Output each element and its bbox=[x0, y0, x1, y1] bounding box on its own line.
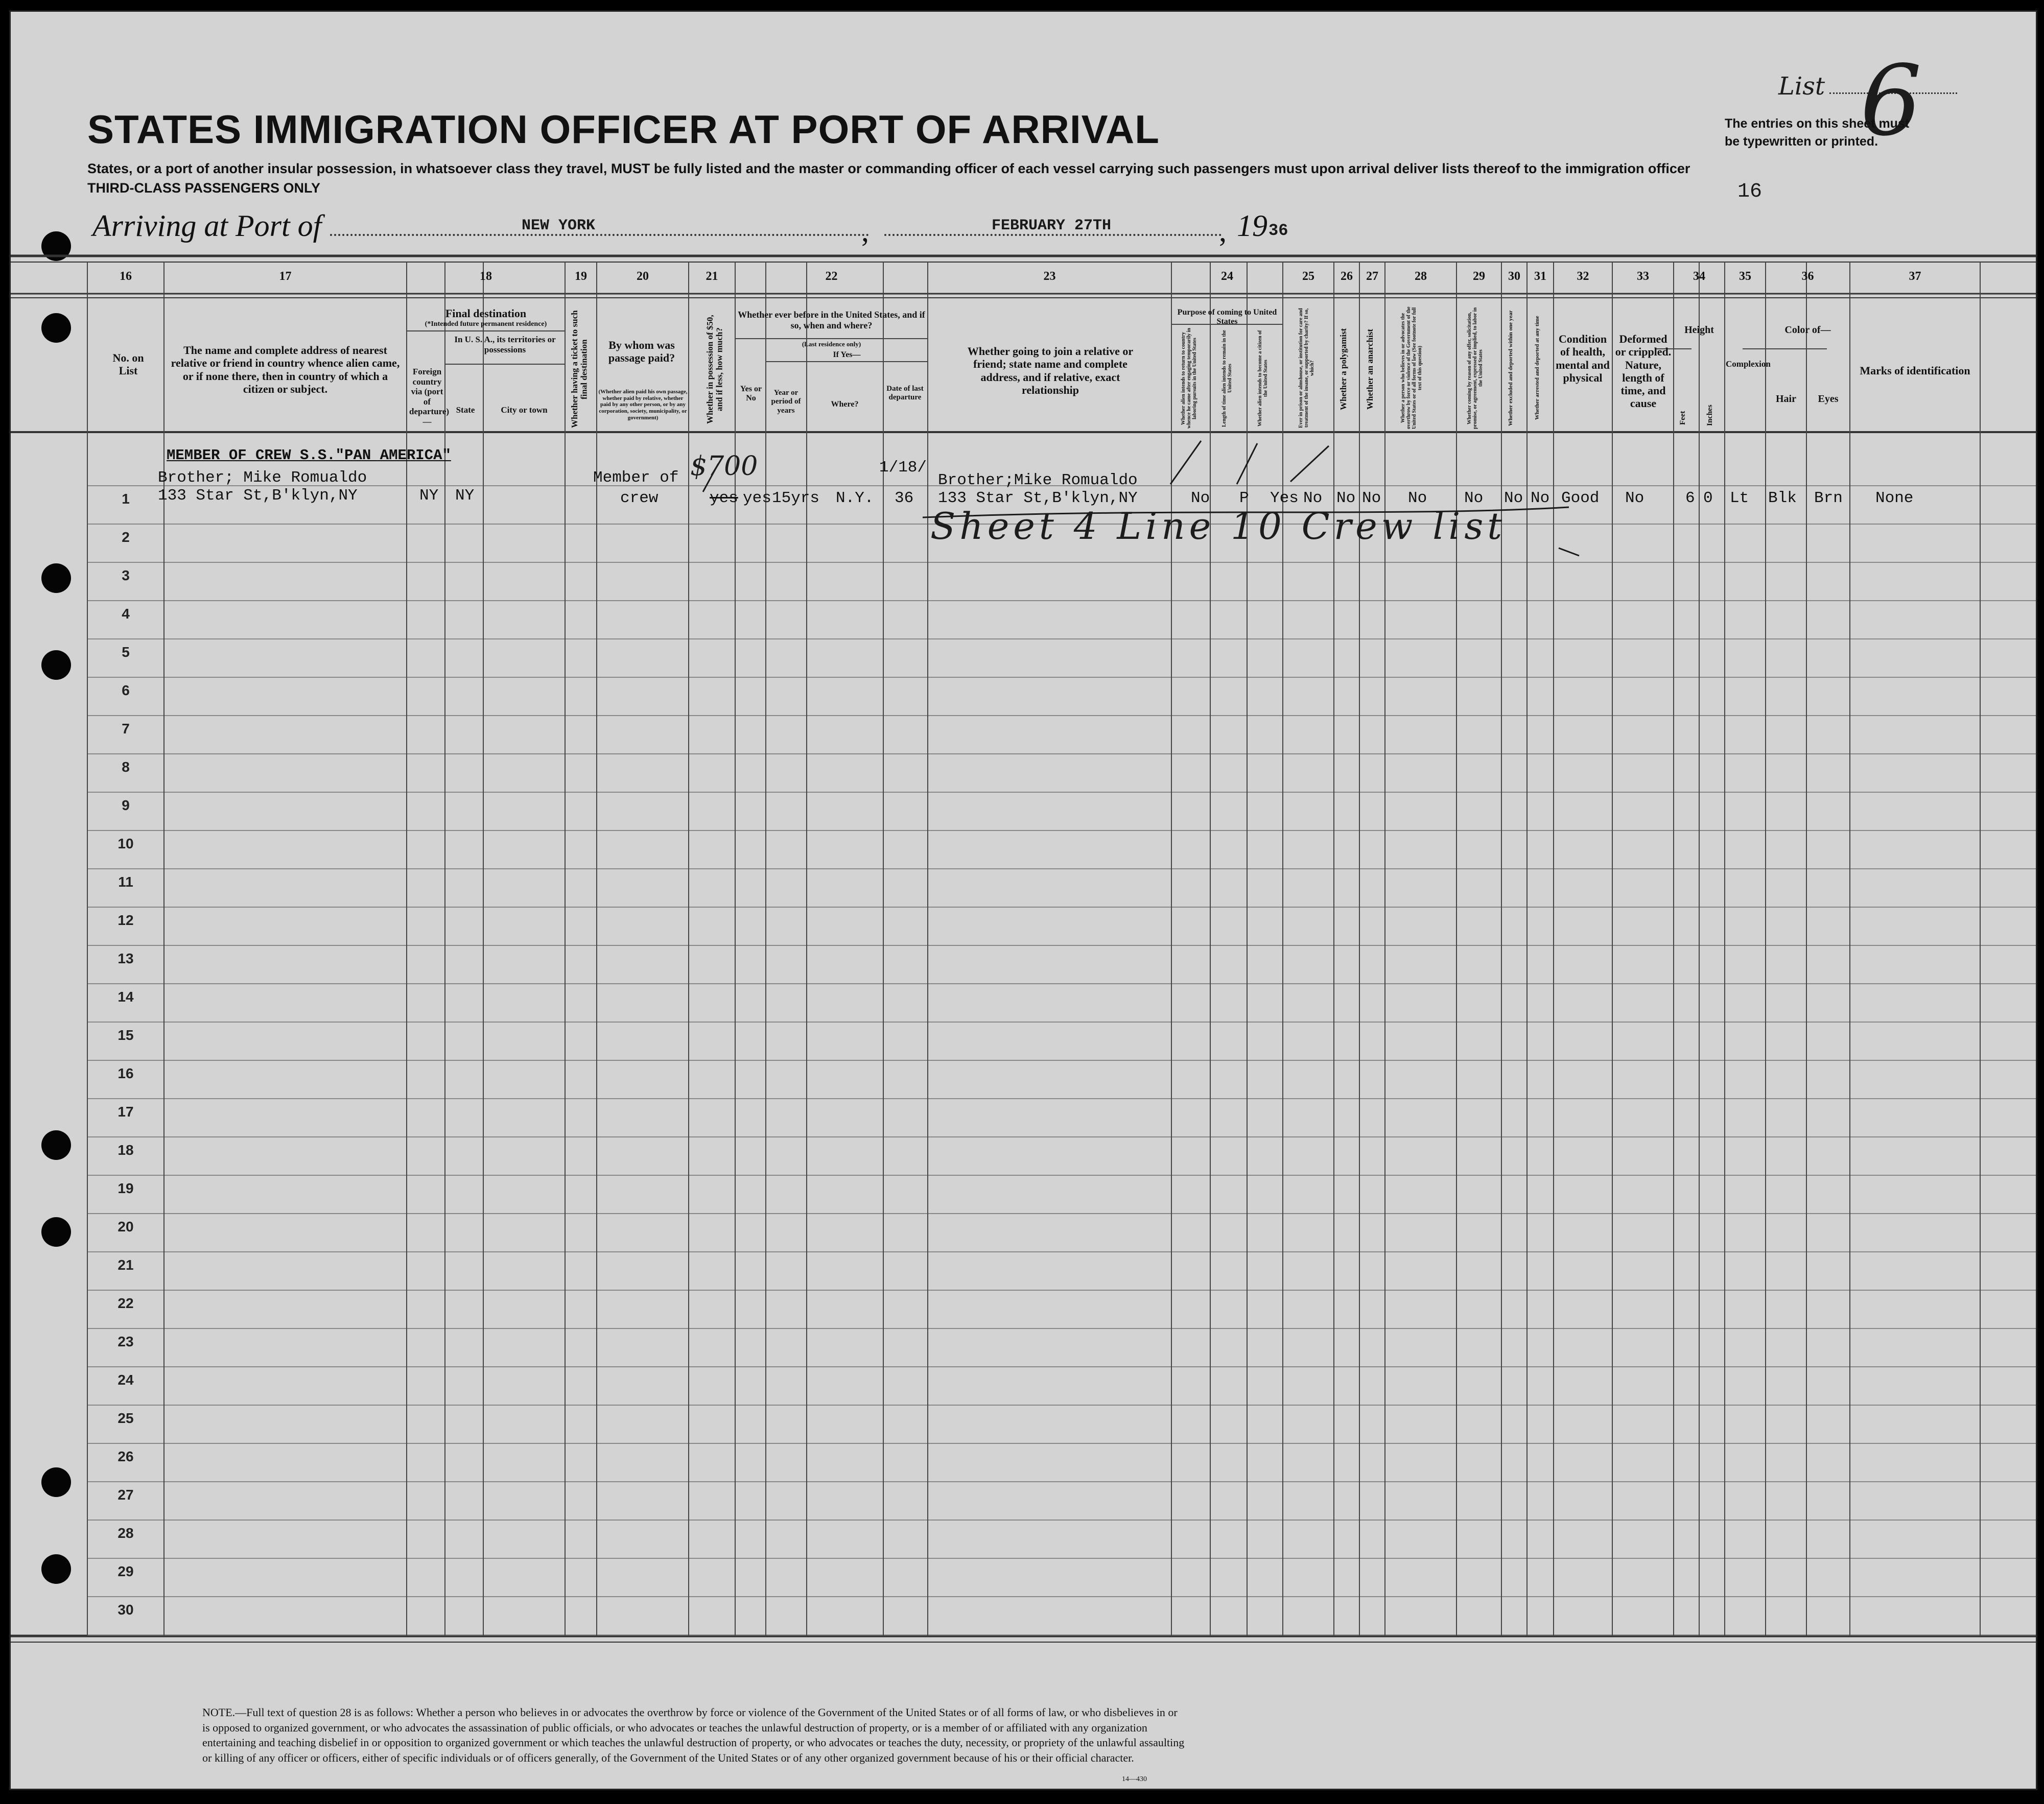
handwritten-note: Sheet 4 Line 10 Crew list bbox=[930, 505, 1507, 548]
entry-hair: Blk bbox=[1768, 489, 1797, 507]
col-num: 18 bbox=[480, 270, 492, 283]
entry-health: Good bbox=[1561, 489, 1600, 507]
comma: , bbox=[1219, 214, 1227, 248]
header-prison: Ever in prison or almshouse, or institution for care and treatment of the insane, or supported by charity? If so, which? bbox=[1298, 308, 1315, 428]
col-num: 25 bbox=[1302, 270, 1314, 283]
list-label: List bbox=[1778, 72, 1825, 101]
entry-feet: 6 bbox=[1685, 489, 1695, 507]
header-excluded: Whether excluded and deported within one year bbox=[1508, 310, 1514, 426]
col-num: 21 bbox=[706, 270, 718, 283]
entry-state: NY bbox=[455, 487, 475, 505]
col-num: 28 bbox=[1415, 270, 1427, 283]
entry-date-departure-2: 36 bbox=[895, 489, 914, 507]
row-number: 14 bbox=[118, 989, 134, 1005]
header-eyes: Eyes bbox=[1818, 393, 1839, 405]
row-number: 1 bbox=[122, 491, 130, 507]
row-number: 5 bbox=[122, 644, 130, 660]
header-health: Condition of health, mental and physical bbox=[1556, 333, 1610, 384]
header-offer: Whether coming by reason of any offer, solicitation, promise, or agreement, expressed or implied, to labor in the United States bbox=[1467, 307, 1484, 429]
header-inches: Inches bbox=[1706, 405, 1714, 426]
entry-date-departure-1: 1/18/ bbox=[879, 459, 927, 477]
header-height: Height bbox=[1684, 324, 1714, 336]
header-purpose: Purpose of coming to United States bbox=[1177, 308, 1277, 326]
entry-join-name: Brother;Mike Romualdo bbox=[938, 471, 1138, 489]
entry-where: N.Y. bbox=[836, 489, 874, 507]
entry-deformed: No bbox=[1625, 489, 1644, 507]
form-number: 14—430 bbox=[1122, 1775, 1147, 1783]
entries-note: be typewritten or printed. bbox=[1725, 134, 1878, 149]
header-passage-note: (Whether alien paid his own passage, whether paid by relative, whether paid by any other person, or by any corporation, society, municipality, or government) bbox=[598, 389, 688, 421]
header-where: Where? bbox=[831, 400, 859, 409]
entry-foreign-country: NY bbox=[419, 487, 439, 505]
col-num: 36 bbox=[1801, 270, 1814, 283]
header-ever-before-note: (Last residence only) bbox=[802, 340, 861, 348]
entry-polygamist: No bbox=[1336, 489, 1356, 507]
header-deformed: Deformed or crippled. Nature, length of time, and cause bbox=[1615, 333, 1672, 410]
col-num: 16 bbox=[120, 270, 132, 283]
header-feet: Feet bbox=[1679, 411, 1687, 425]
row-number: 25 bbox=[118, 1410, 134, 1426]
col-num: 22 bbox=[825, 270, 838, 283]
header-ever-before: Whether ever before in the United States, and if so, when and where? bbox=[738, 310, 925, 330]
arriving-label: Arriving at Port of bbox=[92, 209, 322, 243]
header-color-of: Color of— bbox=[1784, 324, 1831, 336]
col-num: 32 bbox=[1577, 270, 1589, 283]
header-anarchist: Whether an anarchist bbox=[1365, 328, 1375, 410]
col-num: 17 bbox=[279, 270, 292, 283]
entry-complexion: Lt bbox=[1730, 489, 1749, 507]
header-city: City or town bbox=[501, 405, 548, 415]
entry-excluded: No bbox=[1504, 489, 1523, 507]
col-num: 30 bbox=[1508, 270, 1520, 283]
col-num: 29 bbox=[1473, 270, 1485, 283]
entry-arrested: No bbox=[1531, 489, 1550, 507]
year-prefix: 19 bbox=[1237, 209, 1267, 243]
header-join-relative: Whether going to join a relative or friend; state name and complete address, and if relative, exact relationship bbox=[967, 345, 1134, 396]
header-passage: By whom was passage paid? bbox=[608, 339, 675, 365]
header-marks: Marks of identification bbox=[1860, 364, 1970, 377]
entry-relative-name: Brother; Mike Romualdo bbox=[158, 469, 367, 487]
col-num: 34 bbox=[1693, 270, 1705, 283]
header-final-destination-note: (*Intended future permanent residence) bbox=[425, 320, 547, 328]
row-number: 9 bbox=[122, 797, 130, 813]
header-no-on-list: No. on List bbox=[112, 351, 144, 377]
entry-length: P bbox=[1239, 489, 1249, 507]
row-number: 21 bbox=[118, 1257, 134, 1273]
header-polygamist: Whether a polygamist bbox=[1338, 328, 1348, 411]
entry-ticket-1: Member of bbox=[593, 469, 679, 487]
header-final-destination: Final destination bbox=[445, 307, 527, 320]
entry-return: No bbox=[1191, 489, 1210, 507]
row-number: 27 bbox=[118, 1487, 134, 1503]
row-number: 2 bbox=[122, 529, 130, 545]
page-title: STATES IMMIGRATION OFFICER AT PORT OF ARRIVAL bbox=[87, 107, 1160, 152]
row-number: 28 bbox=[118, 1525, 134, 1541]
instructions: States, or a port of another insular possession, in whatsoever class they travel, MUST be fully listed and the master or commanding officer of each vessel carrying such passengers must upon arrival deliver lists thereof to the immigration officer bbox=[87, 161, 1690, 176]
row-number: 19 bbox=[118, 1180, 134, 1196]
col-num: 19 bbox=[575, 270, 587, 283]
entry-ticket-2: crew bbox=[620, 489, 659, 507]
col-num: 35 bbox=[1739, 270, 1751, 283]
row-number: 4 bbox=[122, 606, 130, 622]
row-number: 29 bbox=[118, 1563, 134, 1579]
col-num: 26 bbox=[1341, 270, 1353, 283]
row-number: 26 bbox=[118, 1449, 134, 1464]
row-number: 22 bbox=[118, 1295, 134, 1311]
row-number: 30 bbox=[118, 1602, 134, 1618]
col-num: 37 bbox=[1909, 270, 1921, 283]
entry-inches: 0 bbox=[1703, 489, 1713, 507]
entry-prison: No bbox=[1303, 489, 1323, 507]
row-number: 17 bbox=[118, 1104, 134, 1120]
entry-anarchist: No bbox=[1362, 489, 1381, 507]
entry-citizen: Yes bbox=[1270, 489, 1299, 507]
entries-note: The entries on this sheet must bbox=[1725, 116, 1910, 131]
row-number: 18 bbox=[118, 1142, 134, 1158]
header-arrested: Whether arrested and deported at any time bbox=[1534, 316, 1540, 420]
row-number: 3 bbox=[122, 567, 130, 583]
row-number: 12 bbox=[118, 912, 134, 928]
comma: , bbox=[861, 214, 869, 248]
col-num: 27 bbox=[1366, 270, 1378, 283]
passenger-class: THIRD-CLASS PASSENGERS ONLY bbox=[87, 180, 321, 196]
manifest-sheet bbox=[9, 10, 2037, 1790]
entry-money: $700 bbox=[690, 451, 758, 482]
row-number: 24 bbox=[118, 1372, 134, 1388]
header-foreign-country: Foreign country via (port of departure)— bbox=[409, 367, 450, 426]
header-relative: The name and complete address of nearest relative or friend in country whence alien came, or if none there, then in country of which a citizen or subject. bbox=[171, 344, 400, 395]
header-if-yes: If Yes— bbox=[833, 350, 861, 359]
col-num: 31 bbox=[1534, 270, 1546, 283]
header-purpose-return: Whether alien intends to return to country whence he came after engaging temporarily in laboring pursuits in the United States bbox=[1181, 328, 1197, 429]
header-date-departure: Date of last departure bbox=[886, 385, 924, 402]
col-num: 33 bbox=[1637, 270, 1649, 283]
column-lines bbox=[87, 262, 1980, 1636]
header-overthrow: Whether a person who believes in or advocates the overthrow by force or violence of the Government of the United States or of all forms of law (See footnote for full text of this question) bbox=[1400, 306, 1423, 430]
col-num: 20 bbox=[637, 270, 649, 283]
header-ticket: Whether having a ticket to such final destination bbox=[570, 310, 589, 429]
entry-overthrow: No bbox=[1408, 489, 1427, 507]
port-value: NEW YORK bbox=[522, 217, 596, 234]
row-number: 23 bbox=[118, 1334, 134, 1349]
header-complexion: Complexion bbox=[1726, 359, 1771, 369]
list-number: 6 bbox=[1860, 44, 1922, 157]
crew-heading: MEMBER OF CREW S.S."PAN AMERICA" bbox=[167, 447, 451, 464]
header-purpose-length: Length of time alien intends to remain in the United States bbox=[1221, 330, 1233, 427]
entry-offer: No bbox=[1464, 489, 1484, 507]
row-lines bbox=[87, 486, 2036, 1635]
header-money: Whether in possession of $50, and if less, how much? bbox=[705, 315, 724, 424]
footnote: NOTE.—Full text of question 28 is as follows: Whether a person who believes in or advocates the overthrow by force or violence of the Government of the United States or of all forms of law, or who disbelieves in or is opposed to organized government, or who advocates the assassination of public officials, or who advocates or teaches the unlawful destruction of property, or is a member of or affiliated with any organization entertaining and teaching disbelief in or opposition to organized government or which teaches the unlawful destruction of property, or who advocates or teaches the duty, necessity, or propriety of the unlawful assaulting or killing of any officer or officers, either of specific individuals or of officers generally, of the Government of the United States or of any other organized government because of his or their official character. bbox=[202, 1706, 1185, 1765]
row-number: 10 bbox=[118, 836, 134, 851]
entry-ever-before: yes bbox=[743, 489, 771, 507]
entry-prev-crossed: yes bbox=[710, 489, 738, 507]
col-num: 23 bbox=[1043, 270, 1056, 283]
header-purpose-citizen: Whether alien intends to become a citizen of the United States bbox=[1257, 330, 1268, 427]
row-number: 8 bbox=[122, 759, 130, 775]
entry-marks: None bbox=[1875, 489, 1914, 507]
header-state: State bbox=[456, 405, 475, 415]
entry-eyes: Brn bbox=[1814, 489, 1843, 507]
header-usa: In U. S. A., its territories or possessions bbox=[454, 335, 556, 354]
row-number: 11 bbox=[118, 874, 133, 890]
header-years: Year or period of years bbox=[771, 389, 801, 415]
row-number: 7 bbox=[122, 721, 130, 737]
entry-join-address: 133 Star St,B'klyn,NY bbox=[938, 489, 1138, 507]
row-number: 6 bbox=[122, 682, 130, 698]
row-number: 13 bbox=[118, 951, 134, 966]
sheet-number: 16 bbox=[1737, 180, 1763, 203]
entry-relative-address: 133 Star St,B'klyn,NY bbox=[158, 487, 358, 505]
header-hair: Hair bbox=[1776, 393, 1796, 405]
row-number: 15 bbox=[118, 1027, 134, 1043]
col-num: 24 bbox=[1221, 270, 1233, 283]
entry-years: 15yrs bbox=[772, 489, 820, 507]
row-number: 16 bbox=[118, 1065, 134, 1081]
date-value: FEBRUARY 27TH bbox=[992, 217, 1112, 234]
year-suffix: 36 bbox=[1268, 221, 1288, 240]
header-yes-no: Yes or No bbox=[740, 385, 762, 403]
row-number: 20 bbox=[118, 1219, 134, 1235]
